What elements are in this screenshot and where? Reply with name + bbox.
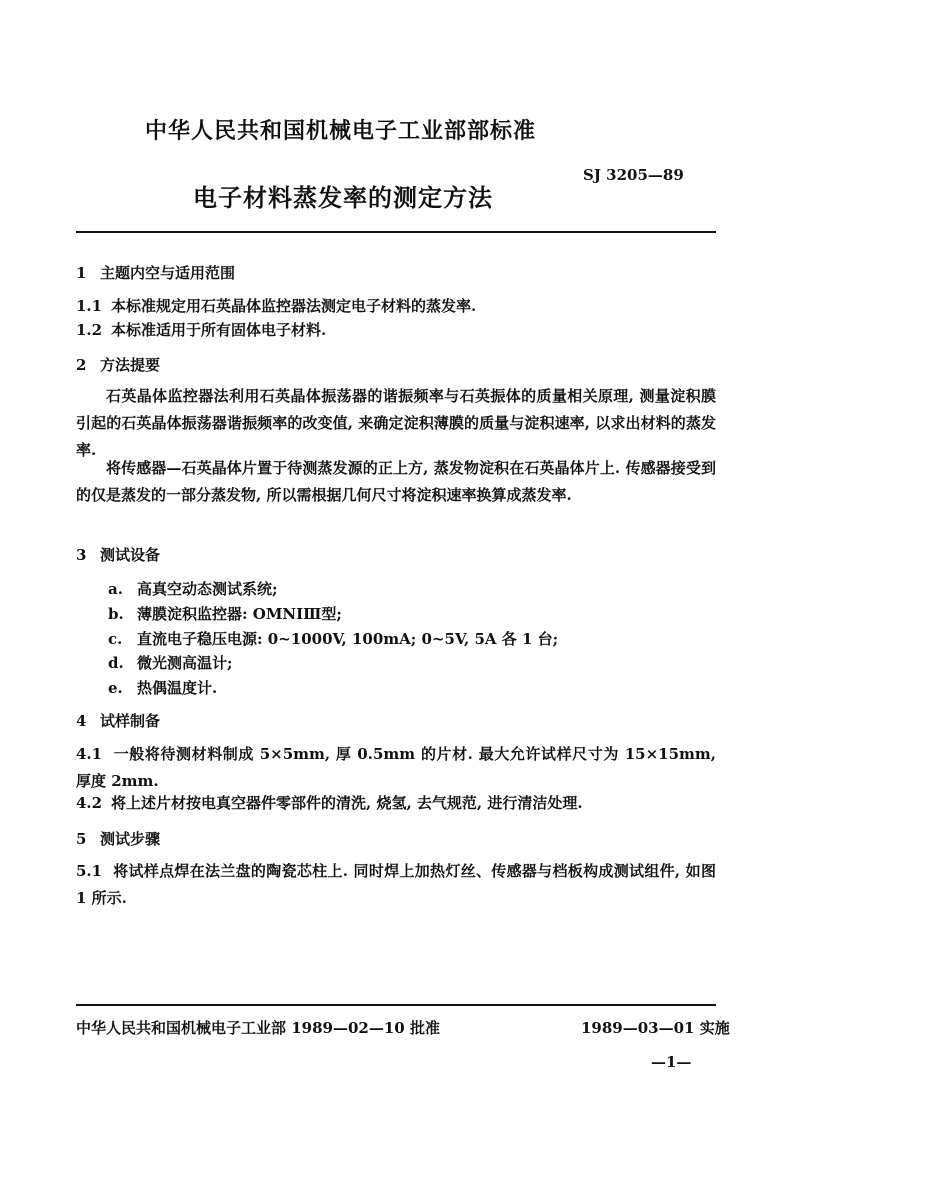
- document-title: 电子材料蒸发率的测定方法: [193, 183, 493, 212]
- method-paragraph-2: 将传感器—石英晶体片置于待测蒸发源的正上方, 蒸发物淀积在石英晶体片上. 传感器接受到的仅是蒸发的一部分蒸发物, 所以需根据几何尺寸将淀积速率换算成蒸发率.: [76, 459, 716, 504]
- equipment-item-d: d. 微光测高温计;: [108, 654, 233, 672]
- page-number: —1—: [651, 1053, 692, 1071]
- section-heading-2: 2 方法提要: [76, 356, 161, 374]
- clause-4-1: 4.1 一般将待测材料制成 5×5mm, 厚 0.5mm 的片材. 最大允许试样尺寸为 15×15mm, 厚度 2mm.: [76, 745, 716, 790]
- section-heading-3: 3 测试设备: [76, 546, 161, 564]
- clause-1-1: 1.1 本标准规定用石英晶体监控器法测定电子材料的蒸发率.: [76, 297, 477, 315]
- header-rule: [76, 231, 716, 233]
- section-heading-5: 5 测试步骤: [76, 830, 161, 848]
- equipment-item-e: e. 热偶温度计.: [108, 679, 218, 697]
- issuing-organization: 中华人民共和国机械电子工业部部标准: [145, 118, 537, 144]
- section-heading-1: 1 主题内空与适用范围: [76, 264, 236, 282]
- clause-1-2: 1.2 本标准适用于所有固体电子材料.: [76, 321, 327, 339]
- equipment-item-c: c. 直流电子稳压电源: 0~1000V, 100mA; 0~5V, 5A 各 1 台;: [108, 630, 559, 648]
- clause-5-1: 5.1 将试样点焊在法兰盘的陶瓷芯柱上. 同时焊上加热灯丝、传感器与档板构成测试组件, 如图 1 所示.: [76, 862, 716, 907]
- equipment-item-b: b. 薄膜淀积监控器: OMNIⅢ型;: [108, 605, 342, 623]
- standard-number: SJ 3205—89: [583, 166, 684, 184]
- method-paragraph-1: 石英晶体监控器法利用石英晶体振荡器的谐振频率与石英振体的质量相关原理, 测量淀积膜引起的石英晶体振荡器谐振频率的改变值, 来确定淀积薄膜的质量与淀积速率, 以求出材料的蒸发率.: [76, 387, 716, 459]
- implementation-date: 1989—03—01 实施: [581, 1019, 730, 1037]
- equipment-item-a: a. 高真空动态测试系统;: [108, 580, 278, 598]
- section-heading-4: 4 试样制备: [76, 712, 161, 730]
- approval-line: 中华人民共和国机械电子工业部 1989—02—10 批准: [76, 1019, 440, 1037]
- footer-rule: [76, 1004, 716, 1006]
- clause-4-2: 4.2 将上述片材按电真空器件零部件的清洗, 烧氢, 去气规范, 进行清洁处理.: [76, 794, 583, 812]
